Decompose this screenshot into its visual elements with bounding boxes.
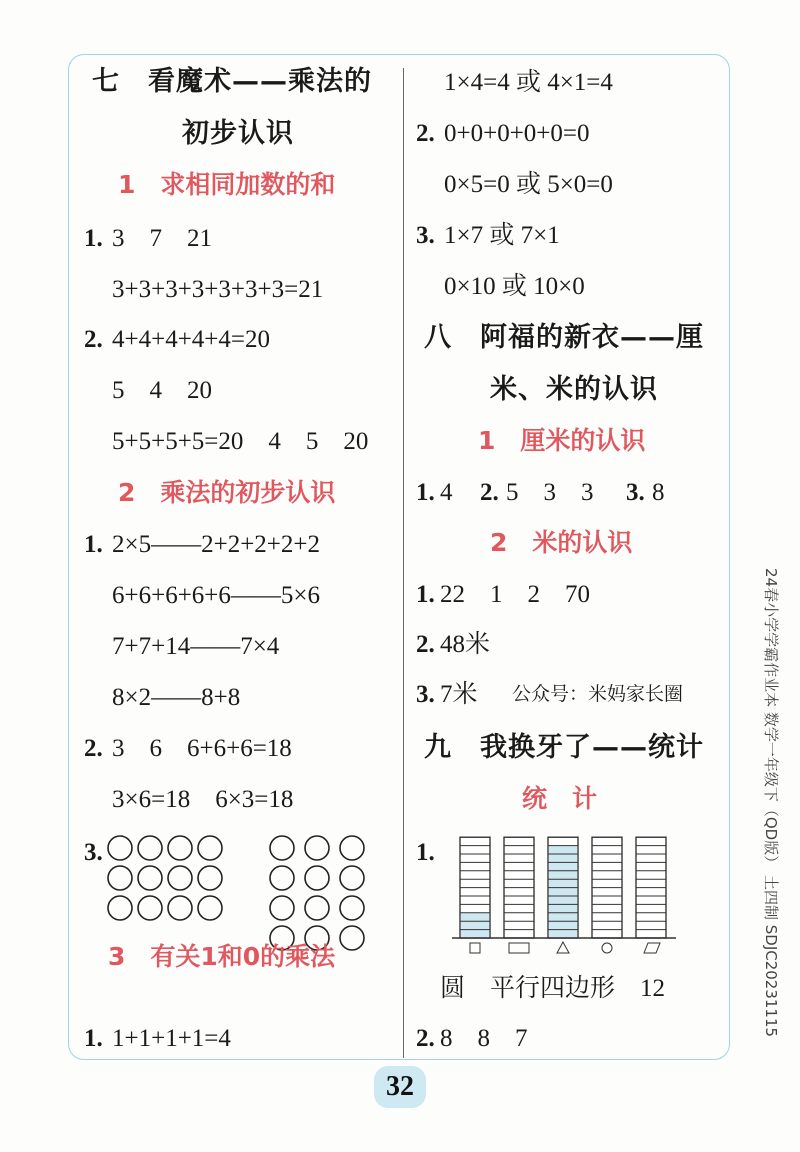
answer: 4+4+4+4+4=20 <box>112 326 270 353</box>
q-number: 3. <box>84 839 103 866</box>
answer: 8×2——8+8 <box>112 684 241 711</box>
circle <box>270 836 294 860</box>
circle <box>198 866 222 890</box>
answer: 3+3+3+3+3+3+3=21 <box>112 276 324 303</box>
q-number: 2. <box>416 120 435 147</box>
answer: 8 8 7 <box>440 1025 528 1052</box>
answer: 0×10 或 10×0 <box>444 273 585 300</box>
parallelogram-icon <box>644 943 660 953</box>
answer: 4 <box>440 479 453 506</box>
answer: 7米 <box>440 681 478 708</box>
answer: 1×7 或 7×1 <box>444 222 560 249</box>
circle <box>340 896 364 920</box>
circle <box>108 866 132 890</box>
q-number: 2. <box>480 479 499 506</box>
q-number: 3. <box>626 479 645 506</box>
answer: 1×4=4 或 4×1=4 <box>444 69 613 96</box>
q-number: 3. <box>416 222 435 249</box>
answer: 3 6 6+6+6=18 <box>112 735 292 762</box>
circle <box>340 866 364 890</box>
answer: 22 1 2 70 <box>440 581 591 608</box>
section-3-title: 3 有关1和0的乘法 <box>108 942 336 971</box>
answer: 1+1+1+1=4 <box>112 1025 231 1052</box>
q-number: 1. <box>84 1025 103 1052</box>
circle <box>108 836 132 860</box>
answer: 2×5——2+2+2+2+2 <box>112 531 320 558</box>
q-number: 1. <box>416 581 435 608</box>
circle <box>305 836 329 860</box>
chapter-8-title-line1: 八 阿福的新衣——厘 <box>424 322 704 353</box>
answer: 0+0+0+0+0=0 <box>444 120 590 147</box>
answer: 7+7+14——7×4 <box>112 633 280 660</box>
answer: 5 3 3 <box>506 479 594 506</box>
answer: 圆 平行四边形 12 <box>440 975 666 1002</box>
circle <box>270 866 294 890</box>
answer: 48米 <box>440 631 491 658</box>
answer: 5+5+5+5=20 4 5 20 <box>112 428 369 455</box>
circle <box>305 896 329 920</box>
chapter-9-title: 九 我换牙了——统计 <box>424 732 704 763</box>
ch8-section-2-title: 2 米的认识 <box>490 528 633 557</box>
section-2-title: 2 乘法的初步认识 <box>118 478 336 507</box>
q-number: 2. <box>416 631 435 658</box>
answer: 3×6=18 6×3=18 <box>112 786 294 813</box>
circle <box>168 896 192 920</box>
ch9-section-title: 统 计 <box>522 784 598 813</box>
chapter-7-title-line2: 初步认识 <box>182 118 294 149</box>
circle-icon <box>602 943 612 953</box>
chapter-7-title-line1: 七 看魔术——乘法的 <box>92 66 372 97</box>
answer: 0×5=0 或 5×0=0 <box>444 171 613 198</box>
circle-arrays <box>100 828 380 958</box>
circle <box>270 896 294 920</box>
tally-bar-chart <box>460 830 710 960</box>
circle <box>305 866 329 890</box>
answer: 5 4 20 <box>112 377 213 404</box>
circle <box>138 836 162 860</box>
circle <box>198 896 222 920</box>
q-number: 1. <box>416 479 435 506</box>
q-number: 2. <box>84 735 103 762</box>
circle <box>168 836 192 860</box>
circle <box>168 866 192 890</box>
section-1-title: 1 求相同加数的和 <box>118 170 336 199</box>
column-divider <box>403 68 404 1058</box>
circle <box>138 866 162 890</box>
q-number: 2. <box>416 1025 435 1052</box>
circle <box>108 896 132 920</box>
square-icon <box>470 943 480 953</box>
page-number: 32 <box>374 1066 426 1108</box>
circle <box>198 836 222 860</box>
q-number: 1. <box>416 839 435 866</box>
ch8-section-1-title: 1 厘米的认识 <box>478 426 646 455</box>
circle <box>340 926 364 950</box>
answer: 8 <box>652 479 665 506</box>
circle <box>340 836 364 860</box>
q-number: 3. <box>416 681 435 708</box>
triangle-icon <box>557 942 569 953</box>
q-number: 1. <box>84 531 103 558</box>
q-number: 2. <box>84 326 103 353</box>
answer: 6+6+6+6+6——5×6 <box>112 582 320 609</box>
answer: 3 7 21 <box>112 225 213 252</box>
chapter-8-title-line2: 米、米的认识 <box>490 374 658 405</box>
rectangle-icon <box>509 943 529 953</box>
bar-shade-rectangle <box>461 913 490 938</box>
circle <box>138 896 162 920</box>
q-number: 1. <box>84 225 103 252</box>
bar-shade-triangle <box>549 846 578 938</box>
watermark-text: 公众号：米妈家长圈 <box>512 683 684 705</box>
side-margin-text: 24春小学学霸作业本 数学一年级下（QD版） 土四制 SDJC20231115 <box>762 568 780 1038</box>
